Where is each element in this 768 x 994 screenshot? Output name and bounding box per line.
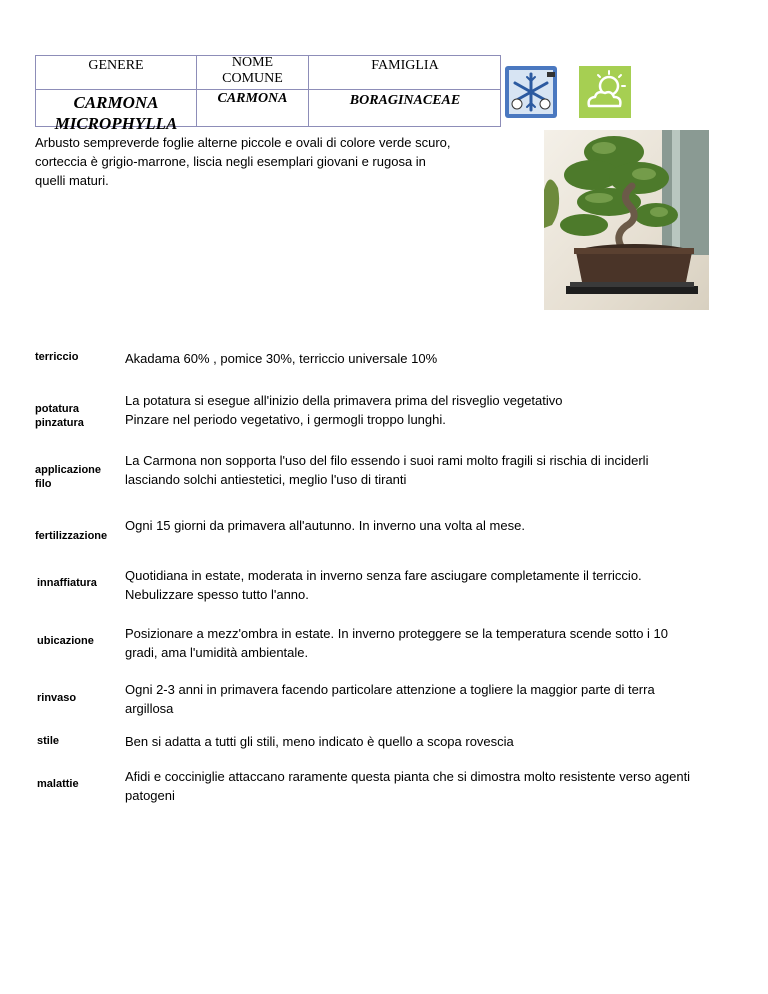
common-name-heading-line1: NOME (231, 55, 274, 70)
text-line: La Carmona non sopporta l'uso del filo essendo i suoi rami molto fragili si rischia di inciderli (125, 453, 649, 468)
text-line: Quotidiana in estate, moderata in inverno senza fare asciugare completamente il terriccio. (125, 568, 642, 583)
text-line: Nebulizzare spesso tutto l'anno. (125, 587, 309, 602)
text-line: patogeni (125, 788, 175, 803)
text-line: argillosa (125, 701, 174, 716)
text-line: Pinzare nel periodo vegetativo, i germogli troppo lunghi. (125, 412, 446, 427)
header-table (35, 55, 501, 134)
text-potatura (125, 391, 750, 429)
label-applicazione-line1: applicazione (35, 464, 102, 476)
label-terriccio: terriccio (35, 351, 79, 363)
text-innaffiatura (125, 566, 750, 604)
text-line: La potatura si esegue all'inizio della primavera prima del risveglio vegetativo (125, 393, 563, 408)
text-applicazione-filo (125, 451, 750, 489)
text-stile: Ben si adatta a tutti gli stili, meno indicato è quello a scopa rovescia (125, 734, 514, 749)
label-applicazione-filo (35, 463, 101, 491)
text-line: Ogni 2-3 anni in primavera facendo particolare attenzione a togliere la maggior parte di terra (125, 682, 655, 697)
label-potatura-line1: potatura (35, 403, 79, 415)
bonsai-photo (544, 130, 709, 310)
genus-value (36, 92, 196, 135)
label-potatura (35, 402, 84, 430)
text-fertilizzazione: Ogni 15 giorni da primavera all'autunno. In inverno una volta al mese. (125, 518, 525, 533)
description-line: Arbusto sempreverde foglie alterne piccole e ovali di colore verde scuro, (35, 135, 451, 150)
family-value: BORAGINACEAE (349, 93, 461, 108)
sun-cloud-icon (579, 66, 635, 122)
genus-value-line1: CARMONA (73, 93, 159, 112)
label-malattie: malattie (37, 778, 79, 790)
text-line: gradi, ama l'umidità ambientale. (125, 645, 309, 660)
text-line: lasciando solchi antiestetici, meglio l'uso di tiranti (125, 472, 407, 487)
text-line: Posizionare a mezz'ombra in estate. In inverno proteggere se la temperatura scende sotto i 10 (125, 626, 669, 641)
common-name-value: CARMONA (217, 91, 288, 106)
snowflake-icon (503, 64, 559, 120)
text-terriccio: Akadama 60% , pomice 30%, terriccio universale 10% (125, 351, 438, 366)
text-ubicazione (125, 624, 750, 662)
text-malattie (125, 767, 750, 805)
label-fertilizzazione: fertilizzazione (35, 530, 108, 542)
label-stile: stile (37, 735, 60, 747)
common-name-heading (197, 55, 308, 87)
label-potatura-line2: pinzatura (35, 417, 84, 429)
description-line: quelli maturi. (35, 173, 109, 188)
text-line: Afidi e cocciniglie attaccano raramente questa pianta che si dimostra molto resistente verso agenti (125, 769, 691, 784)
description-line: corteccia è grigio-marrone, liscia negli esemplari giovani e rugosa in (35, 154, 426, 169)
label-ubicazione: ubicazione (37, 635, 94, 647)
description-paragraph (35, 133, 505, 190)
text-rinvaso (125, 680, 750, 718)
label-innaffiatura: innaffiatura (37, 577, 97, 589)
label-applicazione-line2: filo (35, 478, 52, 490)
family-heading: FAMIGLIA (371, 58, 439, 73)
genus-heading: GENERE (88, 58, 144, 73)
label-rinvaso: rinvaso (37, 692, 77, 704)
table-divider (36, 89, 500, 90)
common-name-heading-line2: COMUNE (222, 71, 283, 87)
genus-value-line2: MICROPHYLLA (54, 114, 178, 134)
